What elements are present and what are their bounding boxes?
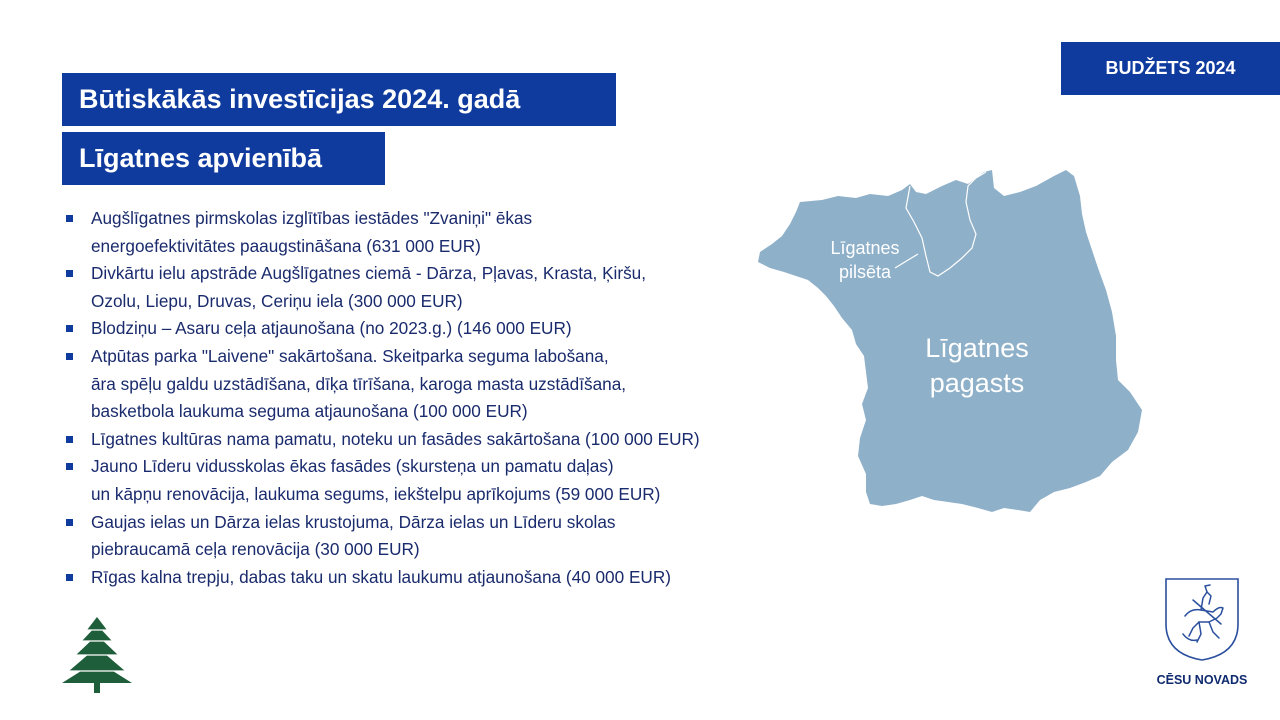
item-line: piebraucamā ceļa renovācija (30 000 EUR) (91, 539, 420, 560)
item-line: energoefektivitātes paaugstināšana (631 000 EUR) (91, 235, 481, 256)
parish-label (892, 331, 1062, 401)
investment-list (62, 205, 802, 591)
city-label (822, 236, 908, 284)
parish-label-line2: pagasts (929, 368, 1025, 398)
logo-name: CĒSU NOVADS (1156, 673, 1248, 687)
item-line: un kāpņu renovācija, laukuma segums, iekštelpu aprīkojums (59 000 EUR) (91, 483, 661, 504)
bullet-icon (66, 353, 73, 360)
investment-item (62, 426, 802, 454)
item-line: Atpūtas parka "Laivene" sakārtošana. Skeitparka seguma labošana, (91, 345, 609, 366)
bullet-icon (66, 574, 73, 581)
bullet-icon (66, 463, 73, 470)
item-line: Jauno Līderu vidusskolas ēkas fasādes (skursteņa un pamatu daļas) (91, 456, 614, 477)
item-line: āra spēļu galdu uzstādīšana, dīķa tīrīšana, karoga masta uzstādīšana, (91, 373, 627, 394)
investment-item (62, 315, 802, 343)
page-title-text: Būtiskākās investīcijas 2024. gadā (79, 84, 521, 114)
investment-item (62, 343, 802, 426)
tree-icon (60, 617, 134, 693)
item-line: basketbola laukuma seguma atjaunošana (100 000 EUR) (91, 401, 528, 422)
budget-badge: BUDŽETS 2024 (1061, 42, 1280, 95)
page-subtitle-text: Līgatnes apvienībā (79, 143, 323, 173)
investment-item (62, 260, 802, 315)
bullet-icon (66, 215, 73, 222)
item-line: Ozolu, Liepu, Druvas, Ceriņu iela (300 000 EUR) (91, 290, 463, 311)
coat-of-arms-icon (1163, 576, 1241, 662)
bullet-icon (66, 519, 73, 526)
bullet-icon (66, 270, 73, 277)
bullet-icon (66, 325, 73, 332)
investment-item (62, 453, 802, 508)
parish-label-line1: Līgatnes (925, 333, 1029, 363)
item-line: Augšlīgatnes pirmskolas izglītības iestādes "Zvaniņi" ēkas (91, 208, 533, 228)
item-line: Divkārtu ielu apstrāde Augšlīgatnes ciemā - Dārza, Pļavas, Krasta, Ķiršu, (91, 263, 647, 284)
bullet-icon (66, 436, 73, 443)
investment-item (62, 564, 802, 592)
item-line: Blodziņu – Asaru ceļa atjaunošana (no 2023.g.) (146 000 EUR) (91, 318, 572, 339)
page-subtitle (62, 132, 385, 185)
investment-item (62, 509, 802, 564)
item-line: Gaujas ielas un Dārza ielas krustojuma, Dārza ielas un Līderu skolas (91, 511, 616, 532)
city-label-line1: Līgatnes (830, 238, 900, 258)
item-line: Rīgas kalna trepju, dabas taku un skatu laukumu atjaunošana (40 000 EUR) (91, 566, 671, 587)
item-line: Līgatnes kultūras nama pamatu, noteku un fasādes sakārtošana (100 000 EUR) (91, 428, 700, 449)
investment-item (62, 205, 802, 260)
city-label-line2: pilsēta (838, 262, 892, 282)
page-title (62, 73, 616, 126)
